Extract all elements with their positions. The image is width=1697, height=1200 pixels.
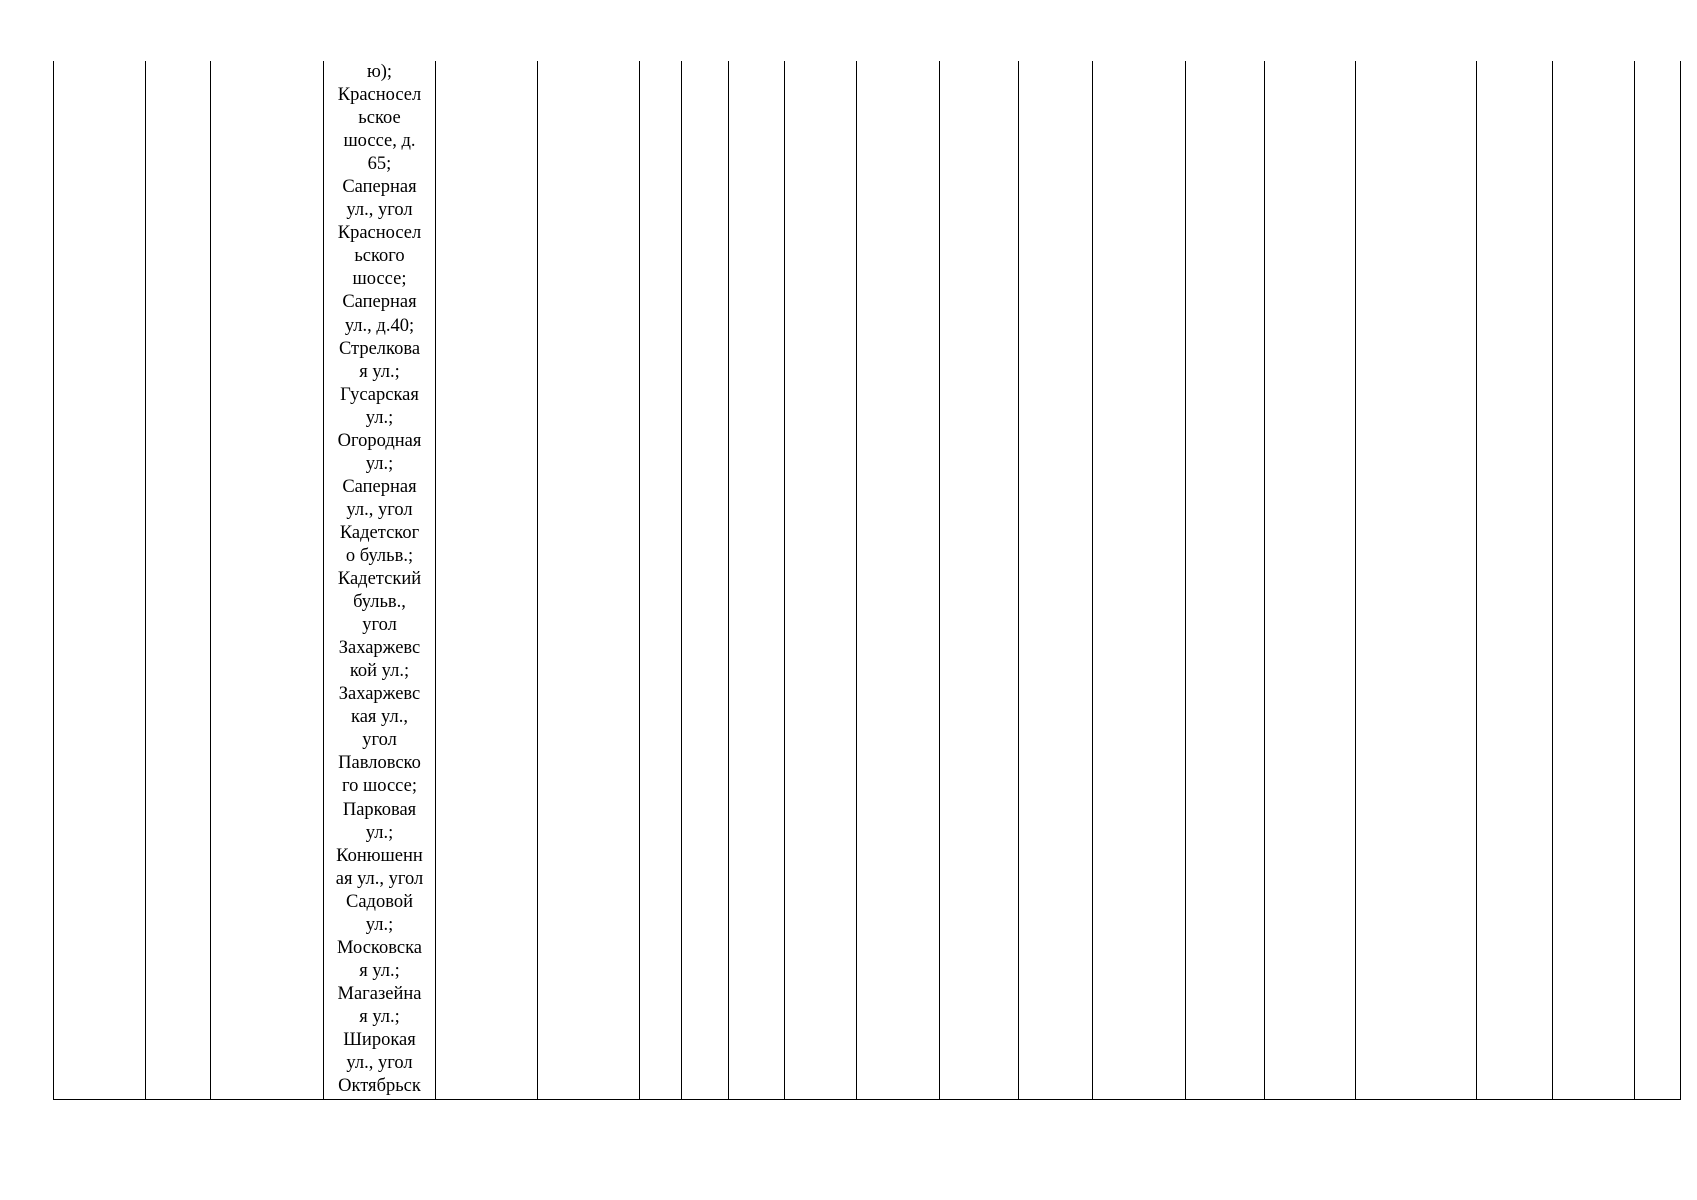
address-text-line: я ул.; xyxy=(359,361,400,382)
address-text-line: о бульв.; xyxy=(345,545,414,566)
table-cell-col-20 xyxy=(1635,61,1681,1100)
address-text-line: 65; xyxy=(367,154,392,175)
table-cell-col-2 xyxy=(146,61,211,1100)
address-text-line: Захаржевс xyxy=(338,684,421,705)
table-cell-col-14 xyxy=(1093,61,1186,1100)
address-text-line: Красносел xyxy=(337,85,422,106)
address-text-line: Московска xyxy=(337,937,422,958)
address-text-line: ул., д.40; xyxy=(344,315,415,336)
address-text-line: ая ул., угол xyxy=(335,868,424,889)
address-text-line: Садовой xyxy=(346,891,413,912)
data-table-fragment xyxy=(53,61,1681,1100)
address-text-line: я ул.; xyxy=(359,960,400,981)
address-text-line: ьское xyxy=(358,108,401,129)
table-row xyxy=(54,61,1681,1100)
address-text-line: Захаржевс xyxy=(338,638,421,659)
table-cell-col-11 xyxy=(857,61,940,1100)
address-text-line: Огородная xyxy=(337,430,422,451)
table-cell-col-7 xyxy=(640,61,682,1100)
address-text-line: угол xyxy=(362,730,397,751)
table-cell-col-12 xyxy=(940,61,1019,1100)
address-text-line: Конюшенн xyxy=(336,845,423,866)
table-cell-col-19 xyxy=(1553,61,1635,1100)
table-cell-col-1 xyxy=(54,61,146,1100)
address-text-line: Кадетский xyxy=(337,569,422,590)
address-text-line: шоссе; xyxy=(352,269,407,290)
address-text-line: Саперная xyxy=(342,177,417,198)
address-text-line: Саперная xyxy=(342,292,417,313)
address-text-line: Стрелкова xyxy=(338,338,421,359)
address-text-line: шоссе, д. xyxy=(343,131,416,152)
table-cell-col-15 xyxy=(1186,61,1265,1100)
address-text-line: кой ул.; xyxy=(349,661,410,682)
address-text-line: Широкая xyxy=(343,1029,416,1050)
address-text-line: кая ул., xyxy=(351,707,408,728)
address-text-line: го шоссе; xyxy=(342,776,417,797)
table-cell-col-8 xyxy=(682,61,729,1100)
address-text-line: угол xyxy=(362,615,397,636)
table-cell-col-13 xyxy=(1019,61,1093,1100)
address-text-line: ул., угол xyxy=(346,499,413,520)
address-text-line: Парковая xyxy=(342,799,417,820)
address-text-line: Павловско xyxy=(338,753,421,774)
address-text-line: ьского xyxy=(354,246,405,267)
address-text-line: Красносел xyxy=(337,223,422,244)
table-cell-col-16 xyxy=(1265,61,1356,1100)
table-cell-col-5 xyxy=(436,61,538,1100)
table-cell-col-6 xyxy=(538,61,640,1100)
address-text-line: ю); xyxy=(366,62,393,82)
address-text-line: ул., угол xyxy=(346,1053,413,1074)
address-text-line: ул., угол xyxy=(346,200,413,221)
address-text-line: ул.; xyxy=(365,407,394,428)
address-text-line: Октябрьск xyxy=(338,1076,421,1097)
address-text-line: ул.; xyxy=(365,914,394,935)
address-text-line: Кадетског xyxy=(339,522,420,543)
table-cell-col-9 xyxy=(729,61,785,1100)
address-text-line: ул.; xyxy=(365,822,394,843)
table-cell-address-list xyxy=(324,61,436,1100)
address-text-line: Саперная xyxy=(342,476,417,497)
address-text-line: бульв., xyxy=(353,592,406,613)
address-text-line: я ул.; xyxy=(359,1006,400,1027)
table-cell-col-18 xyxy=(1477,61,1553,1100)
table-cell-col-3 xyxy=(211,61,324,1100)
address-text-line: Магазейна xyxy=(337,983,422,1004)
table-cell-col-17 xyxy=(1356,61,1477,1100)
address-text-line: Гусарская xyxy=(340,384,419,405)
table-cell-col-10 xyxy=(785,61,857,1100)
address-text-line: ул.; xyxy=(365,453,394,474)
